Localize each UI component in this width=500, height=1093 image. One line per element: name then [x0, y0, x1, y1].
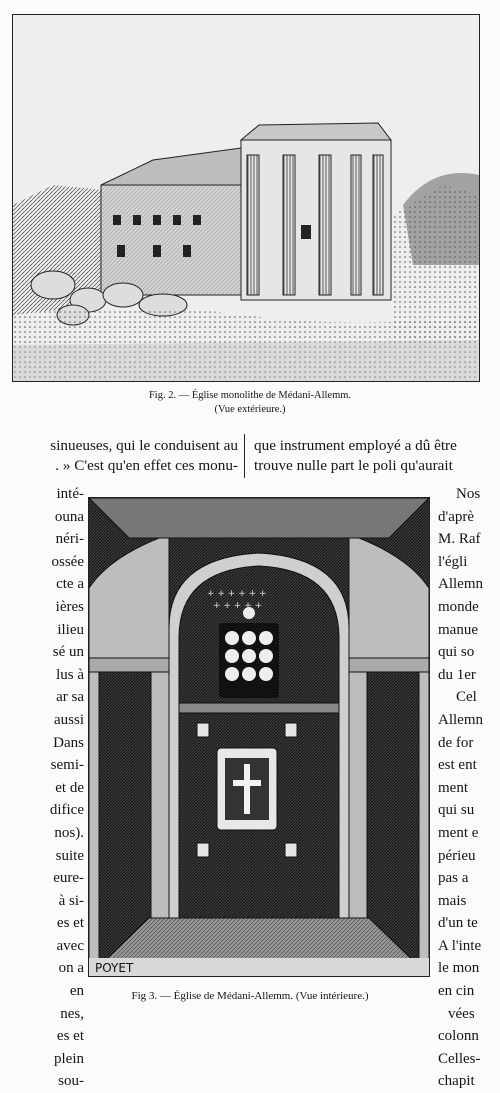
right-column-line-1: que instrument employé a dû être: [254, 437, 457, 454]
right-fragment: A l'inte: [438, 937, 482, 954]
left-fragment: ossée: [51, 553, 84, 570]
left-column-fragments: [0, 483, 84, 1093]
right-fragment: Nos: [456, 486, 481, 502]
right-fragment: en cin: [438, 983, 475, 1000]
church-interior-illustration: [89, 498, 429, 976]
left-fragment: es et: [56, 1028, 84, 1045]
left-fragment: ar sa: [56, 689, 84, 706]
right-fragment: d'un te: [438, 915, 478, 932]
right-fragment: périeu: [438, 847, 476, 864]
left-fragment: semi-: [50, 757, 84, 774]
right-fragment: Allemn: [438, 576, 483, 593]
column-divider: [244, 434, 245, 478]
left-fragment: sé un: [52, 644, 84, 661]
right-fragment: de for: [438, 734, 474, 751]
right-fragment: manue: [438, 621, 478, 638]
left-fragment: ières: [55, 598, 84, 615]
right-fragment: chapit: [438, 1073, 475, 1090]
right-fragment: d'aprè: [438, 508, 475, 525]
right-fragment: ment: [438, 779, 468, 796]
right-fragment: pas a: [438, 870, 469, 887]
left-fragment: en: [69, 983, 84, 1000]
left-fragment: plein: [54, 1050, 84, 1067]
right-fragment: Allemn: [438, 711, 483, 728]
left-fragment: et de: [55, 779, 84, 796]
left-column-line-2: . » C'est qu'en effet ces monu-: [55, 457, 238, 474]
left-column-line-1: sinueuses, qui le conduisent au: [50, 437, 238, 454]
church-exterior-illustration: [13, 15, 479, 381]
svg-text:+ + + + + +: + + + + + +: [207, 589, 267, 599]
right-fragment: le mon: [438, 960, 480, 977]
right-fragment: vées: [448, 1005, 475, 1022]
left-fragment: ouna: [54, 508, 84, 525]
left-fragment: sou-: [58, 1073, 84, 1090]
figure-3-interior-engraving: [88, 497, 430, 977]
figure-2-subcaption: (Vue extérieure.): [214, 404, 286, 415]
left-fragment: eure-: [53, 870, 84, 887]
left-fragment: es et: [56, 915, 84, 932]
right-fragment: qui so: [438, 644, 475, 661]
figure-2-caption: Fig. 2. — Église monolithe de Médani-Allemm.: [148, 390, 352, 401]
right-fragment: monde: [438, 598, 479, 615]
left-fragment: on a: [58, 960, 84, 977]
left-fragment: suite: [55, 847, 84, 864]
left-fragment: néri-: [55, 531, 84, 548]
right-fragment: colonn: [438, 1028, 479, 1045]
figure-3-caption: Fig 3. — Église de Médani-Allemm. (Vue intérieure.): [131, 990, 369, 1002]
right-fragment: qui su: [438, 802, 475, 819]
left-fragment: cte a: [56, 576, 84, 593]
left-fragment: nes,: [60, 1005, 84, 1022]
right-fragment: l'égli: [438, 553, 468, 570]
left-fragment: à si-: [58, 892, 84, 909]
right-column-fragments: [438, 483, 500, 1093]
left-fragment: avec: [56, 937, 84, 954]
engraver-signature: POYET: [95, 961, 134, 975]
right-fragment: mais: [438, 892, 467, 909]
left-fragment: inté-: [56, 486, 84, 502]
right-fragment: du 1er: [438, 666, 476, 683]
left-fragment: lus à: [56, 666, 84, 683]
right-fragment: Cel: [456, 689, 477, 706]
right-column-line-2: trouve nulle part le poli qu'aurait: [254, 457, 453, 474]
left-fragment: ilieu: [57, 621, 84, 638]
right-fragment: est ent: [438, 757, 477, 774]
left-fragment: Dans: [53, 734, 84, 751]
left-fragment: difice: [49, 802, 84, 819]
right-fragment: Celles-: [438, 1050, 481, 1067]
right-fragment: M. Raf: [438, 531, 481, 548]
left-fragment: aussi: [54, 711, 84, 728]
right-fragment: ment e: [438, 824, 479, 841]
figure-2-exterior-engraving: [12, 14, 480, 382]
svg-text:+ + + + +: + + + + +: [213, 601, 263, 611]
left-fragment: nos).: [54, 824, 84, 841]
